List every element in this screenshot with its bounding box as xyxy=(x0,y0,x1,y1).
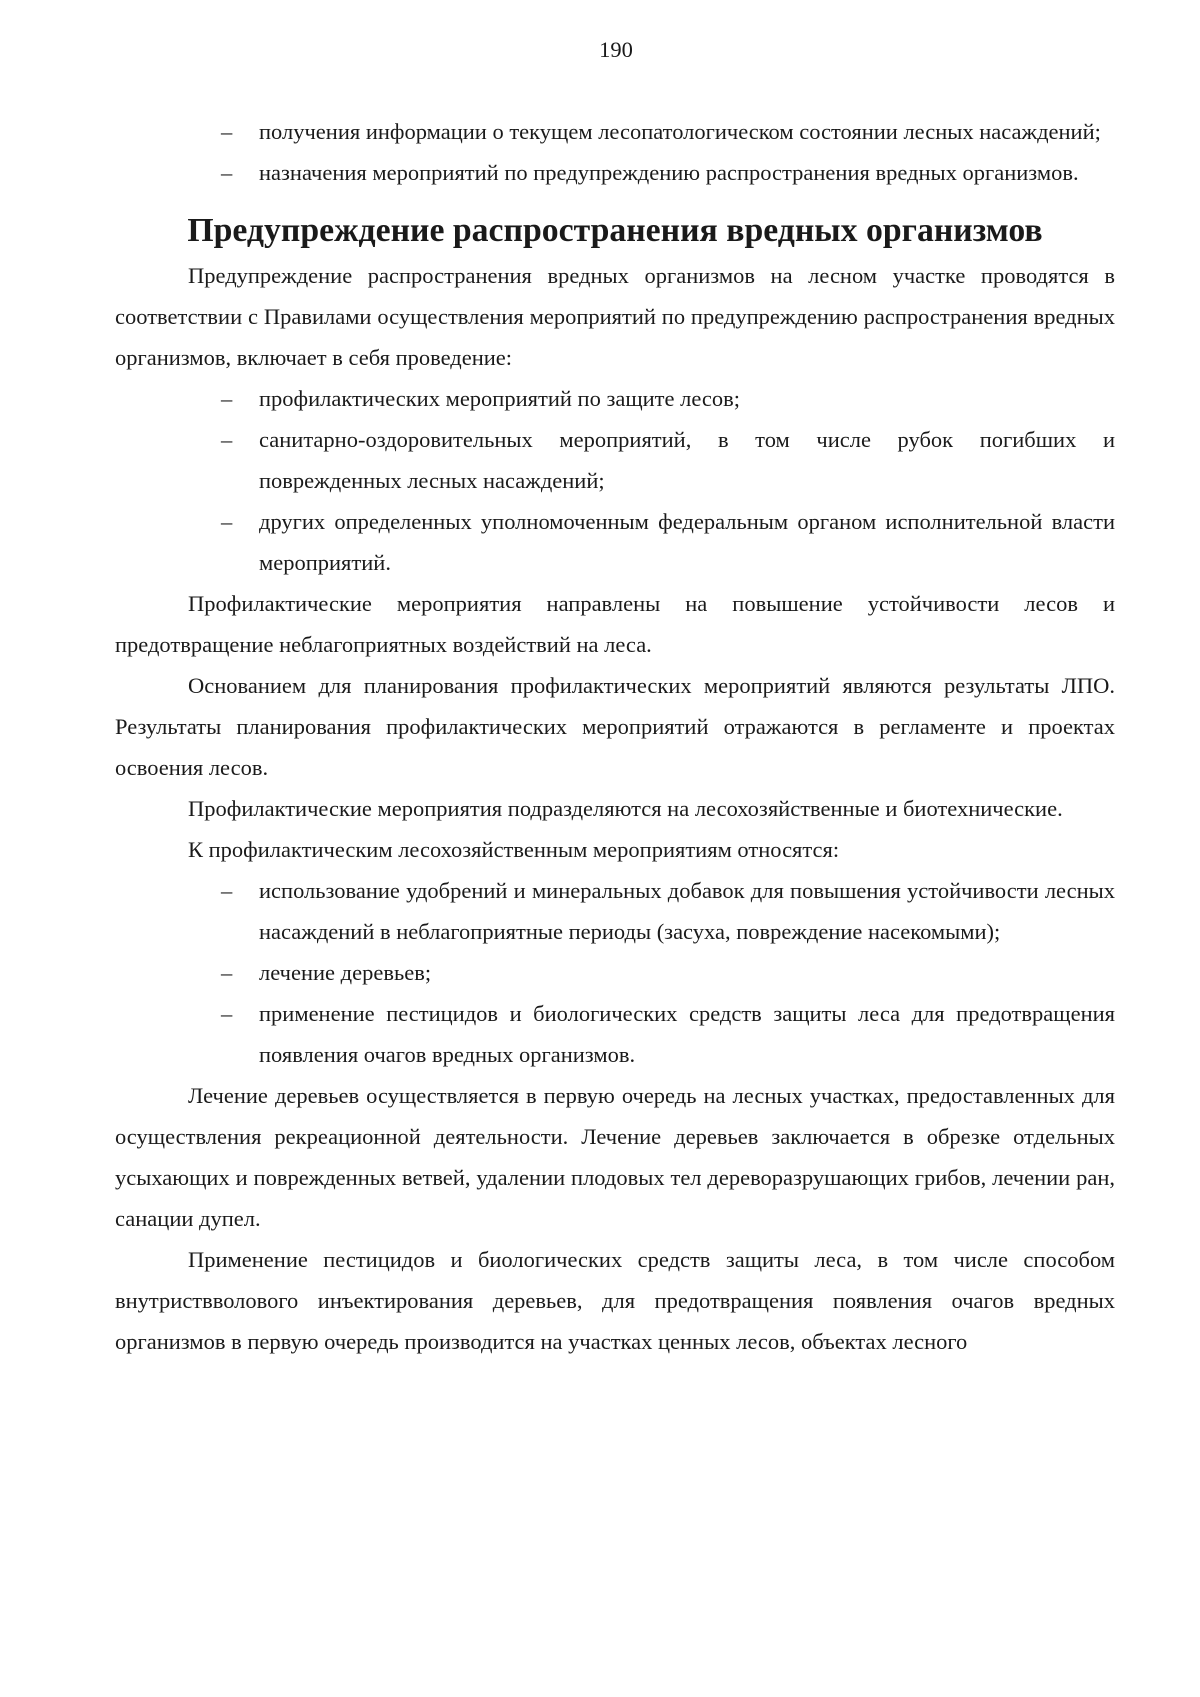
list-item xyxy=(115,993,1115,1075)
paragraph-intro: Предупреждение распространения вредных организмов на лесном участке проводятся в соответствии с Правилами осуществления мероприятий по предупреждению распространения вредных организмов, включает в себя проведение: xyxy=(115,263,1115,370)
paragraph-pesticides: Применение пестицидов и биологических средств защиты леса, в том числе способом внутриствволового инъектирования деревьев, для предотвращения появления очагов вредных организмов в первую очередь производится на участках ценных лесов, объектах лесного xyxy=(115,1247,1115,1354)
list-item xyxy=(115,111,1115,152)
paragraph-treatment: Лечение деревьев осуществляется в первую очередь на лесных участках, предоставленных для осуществления рекреационной деятельности. Лечение деревьев заключается в обрезке отдельных усыхающих и поврежденных ветвей, удалении плодовых тел дереворазрушающих грибов, лечении ран, санации дупел. xyxy=(115,1083,1115,1231)
paragraph-division: Профилактические мероприятия подразделяются на лесохозяйственные и биотехнические. xyxy=(188,796,1063,821)
list-item xyxy=(115,152,1115,193)
list-item-text: получения информации о текущем лесопатологическом состоянии лесных насаждений; xyxy=(259,119,1101,144)
list-item-text: профилактических мероприятий по защите лесов; xyxy=(259,386,741,411)
list-dash: – xyxy=(221,1001,233,1026)
list-item xyxy=(115,378,1115,419)
list-item xyxy=(115,501,1115,583)
list-dash: – xyxy=(221,960,233,985)
list-item-text: использование удобрений и минеральных добавок для повышения устойчивости лесных насаждений в неблагоприятные периоды (засуха, повреждение насекомыми); xyxy=(259,878,1115,944)
list-item xyxy=(115,419,1115,501)
list-measures xyxy=(115,378,1115,583)
list-item xyxy=(115,952,1115,993)
list-item-text: применение пестицидов и биологических средств защиты леса для предотвращения появления очагов вредных организмов. xyxy=(259,1001,1115,1067)
list-top xyxy=(115,111,1115,193)
list-dash: – xyxy=(221,386,233,411)
section-heading: Предупреждение распространения вредных организмов xyxy=(187,212,1043,249)
list-item xyxy=(115,870,1115,952)
page-content xyxy=(115,111,1115,1362)
list-dash: – xyxy=(221,509,233,534)
list-item-text: санитарно-оздоровительных мероприятий, в том числе рубок погибших и поврежденных лесных насаждений; xyxy=(259,427,1115,493)
paragraph-prophylactic: Профилактические мероприятия направлены на повышение устойчивости лесов и предотвращение неблагоприятных воздействий на леса. xyxy=(115,591,1115,657)
list-dash: – xyxy=(221,427,233,452)
list-item-text: назначения мероприятий по предупреждению распространения вредных организмов. xyxy=(259,160,1079,185)
list-item-text: лечение деревьев; xyxy=(259,960,432,985)
paragraph-basis: Основанием для планирования профилактических мероприятий являются результаты ЛПО. Результаты планирования профилактических мероприятий отражаются в регламенте и проектах освоения лесов. xyxy=(115,673,1115,780)
page-number: 190 xyxy=(599,37,633,62)
paragraph-forestry: К профилактическим лесохозяйственным мероприятиям относятся: xyxy=(188,837,840,862)
list-forestry xyxy=(115,870,1115,1075)
list-dash: – xyxy=(221,160,233,185)
list-dash: – xyxy=(221,878,233,903)
list-item-text: других определенных уполномоченным федеральным органом исполнительной власти мероприятий. xyxy=(259,509,1115,575)
list-dash: – xyxy=(221,119,233,144)
